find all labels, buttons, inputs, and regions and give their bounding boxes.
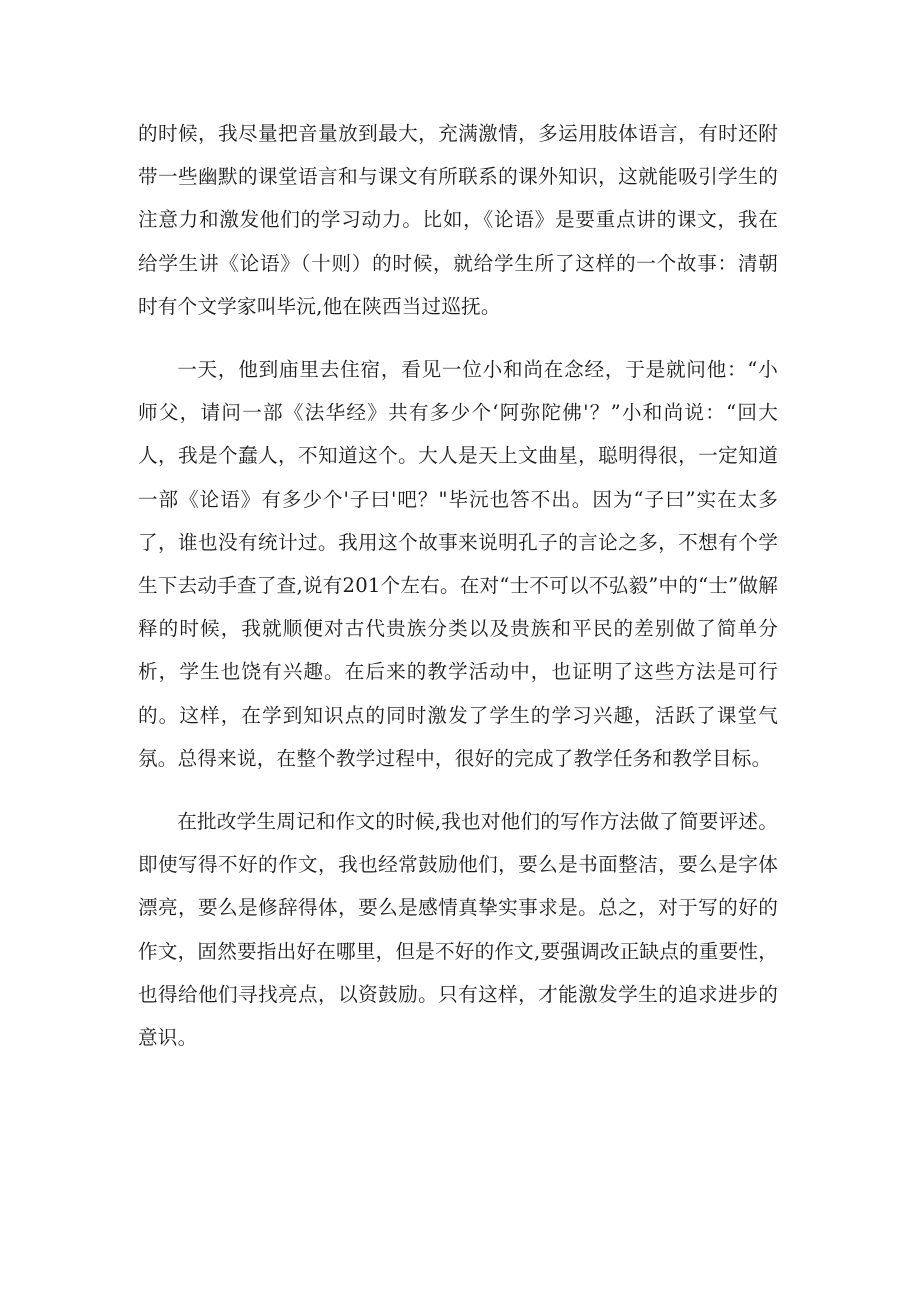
paragraph-1: 的时候，我尽量把音量放到最大，充满激情，多运用肢体语言，有时还附带一些幽默的课堂语言和与课文有所联系的课外知识，这就能吸引学生的注意力和激发他们的学习动力。比如，《论语》是要重点讲的课文，我在给学生讲《论语》（十则）的时候，就给学生所了这样的一个故事：清朝时有个文学家叫毕沅,他在陕西当过巡抚。: [138, 122, 778, 318]
paragraph-3: 在批改学生周记和作文的时候,我也对他们的写作方法做了简要评述。即使写得不好的作文，我也经常鼓励他们，要么是书面整洁，要么是字体漂亮，要么是修辞得体，要么是感情真挚实事求是。总之，对于写的好的作文，固然要指出好在哪里，但是不好的作文,要强调改正缺点的重要性，也得给他们寻找亮点，以资鼓励。只有这样，才能激发学生的追求进步的意识。: [138, 810, 778, 1050]
paragraph-2: 一天，他到庙里去住宿，看见一位小和尚在念经，于是就问他：“小师父，请问一部《法华经》共有多少个‘阿弥陀佛'？”小和尚说：“回大人，我是个蠢人，不知道这个。大人是天上文曲星，聪明得很，一定知道一部《论语》有多少个'子曰'吧？"毕沅也答不出。因为“子曰”实在太多了，谁也没有统计过。我用这个故事来说明孔子的言论之多，不想有个学生下去动手查了查,说有201个左右。在对“士不可以不弘毅”中的“士”做解释的时候，我就顺便对古代贵族分类以及贵族和平民的差别做了简单分析，学生也饶有兴趣。在后来的教学活动中，也证明了这些方法是可行的。这样，在学到知识点的同时激发了学生的学习兴趣，活跃了课堂气氛。总得来说，在整个教学过程中，很好的完成了教学任务和教学目标。: [138, 358, 778, 770]
document-body: [138, 112, 778, 1059]
